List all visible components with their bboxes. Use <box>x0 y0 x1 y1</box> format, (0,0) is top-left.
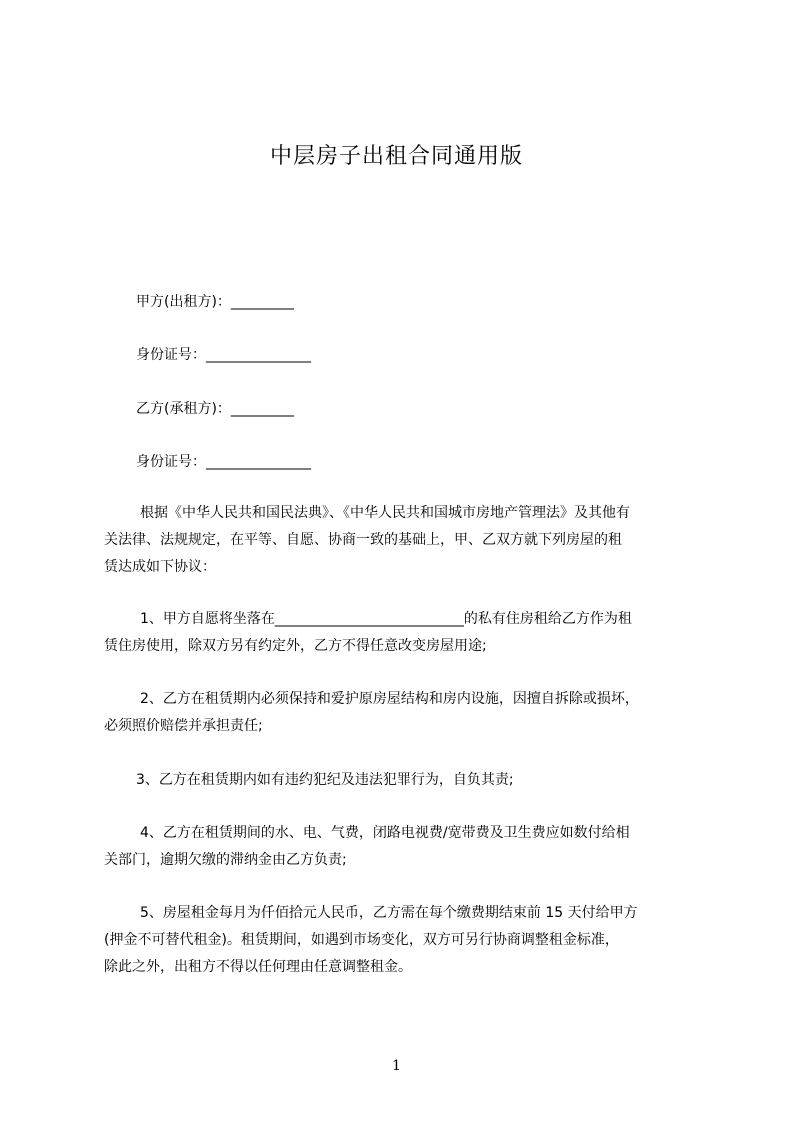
clause-5 <box>104 900 704 981</box>
clause-line: 赁住房使用，除双方另有约定外，乙方不得任意改变房屋用途; <box>104 638 487 654</box>
lessor-field: 甲方(出租方)：_________ <box>136 294 294 310</box>
clause-line: 3、乙方在租赁期内如有违约犯纪及违法犯罪行为，自负其责; <box>136 772 514 788</box>
clause-line: 除此之外，出租方不得以任何理由任意调整租金。 <box>104 959 412 975</box>
clause-3 <box>104 767 704 794</box>
preamble-line: 赁达成如下协议： <box>104 559 216 575</box>
page-number: 1 <box>392 1058 401 1074</box>
clause-line: (押金不可替代租金)。租赁期间，如遇到市场变化，双方可另行协商调整租金标准， <box>104 932 619 948</box>
clause-4 <box>104 820 704 874</box>
clause-line: 5、房屋租金每月为仟佰拾元人民币，乙方需在每个缴费期结束前 15 天付给甲方 <box>140 905 638 921</box>
lessor-id-field: 身份证号：_______________ <box>136 347 311 363</box>
preamble-paragraph <box>104 500 704 581</box>
clause-line: 4、乙方在租赁期间的水、电、气费，闭路电视费/宽带费及卫生费应如数付给相 <box>140 825 630 841</box>
clause-line: 1、甲方自愿将坐落在___________________________的私有住房租给乙方作为租 <box>140 611 632 627</box>
lessee-id-field: 身份证号：_______________ <box>136 454 311 470</box>
preamble-line: 关法律、法规规定，在平等、自愿、协商一致的基础上，甲、乙双方就下列房屋的租 <box>104 532 622 548</box>
clause-1 <box>104 606 704 660</box>
clause-line: 关部门，逾期欠缴的滞纳金由乙方负责; <box>104 852 347 868</box>
preamble-line: 根据《中华人民共和国民法典》、《中华人民共和国城市房地产管理法》及其他有 <box>140 505 630 521</box>
clause-line: 2、乙方在租赁期内必须保持和爱护原房屋结构和房内设施，因擅自拆除或损坏， <box>140 691 639 707</box>
lessee-field: 乙方(承租方)：_________ <box>136 401 294 417</box>
document-title: 中层房子出租合同通用版 <box>269 144 523 169</box>
clause-2 <box>104 686 704 740</box>
clause-line: 必须照价赔偿并承担责任; <box>104 718 263 734</box>
